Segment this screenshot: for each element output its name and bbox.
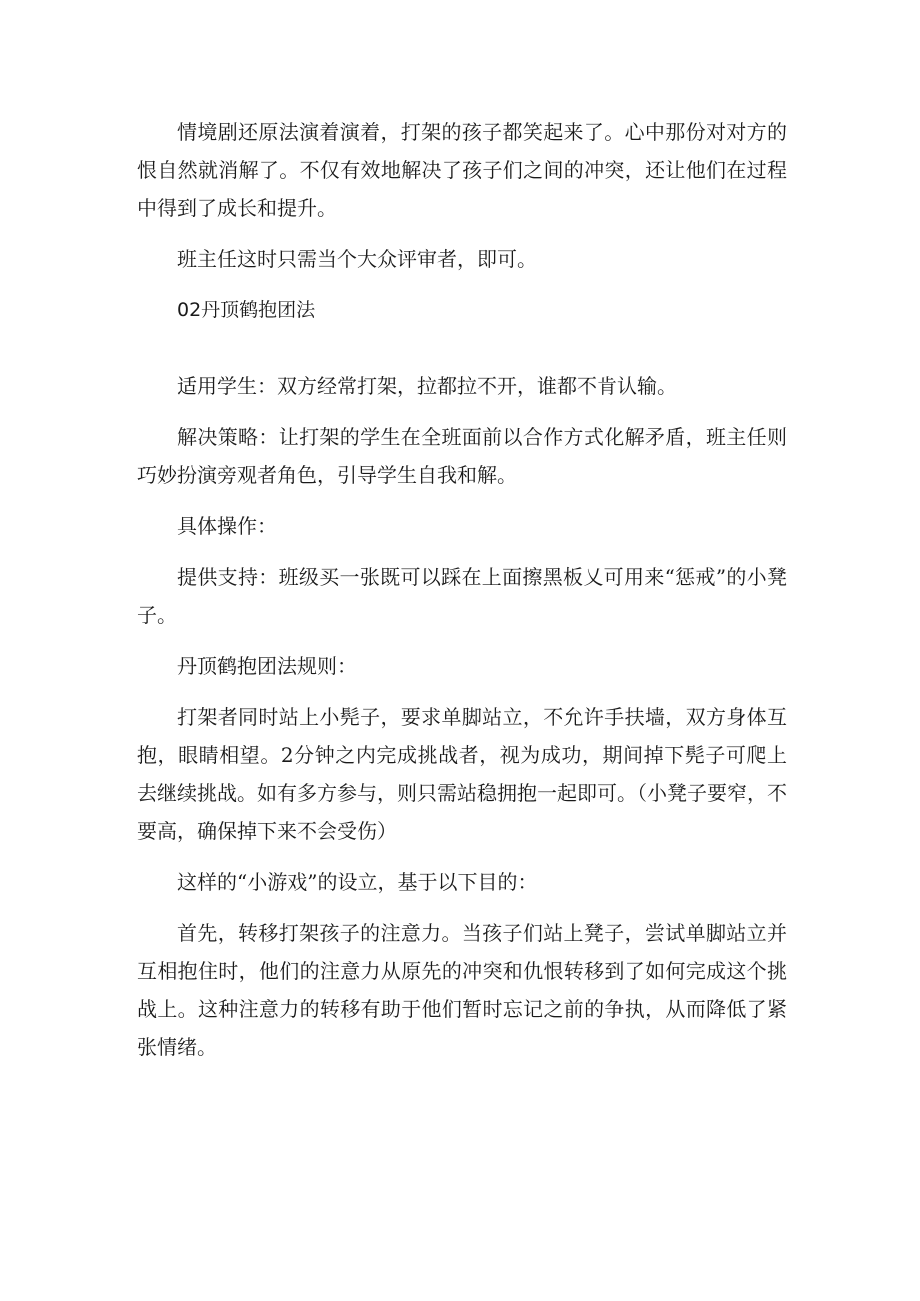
paragraph-purpose-intro: 这样的“小游戏”的设立，基于以下目的： bbox=[177, 870, 538, 894]
paragraph-operation-label: 具体操作： bbox=[177, 514, 277, 538]
paragraph-support: 提供支持：班级买一张既可以踩在上面擦黑板乂可用来“惩戒”的小凳子。 bbox=[137, 565, 787, 627]
paragraph-roleplay-result: 情境剧还原法演着演着，打架的孩子都笑起来了。心中那份对对方的恨自然就消解了。不仅有效地解决了孩子们之间的冲突，还让他们在过程中得到了成长和提升。 bbox=[137, 120, 787, 220]
document-body bbox=[137, 113, 787, 1079]
paragraph-teacher-role: 班主任这时只需当个大众评审者，即可。 bbox=[177, 247, 537, 271]
paragraph-strategy: 解决策略：让打架的学生在全班面前以合作方式化解矛盾，班主任则巧妙扮演旁观者角色，引导学生自我和解。 bbox=[137, 425, 787, 487]
paragraph-first-purpose: 首先，转移打架孩子的注意力。当孩子们站上凳子，尝试单脚站立并互相抱住时，他们的注意力从原先的冲突和仇恨转移到了如何完成这个挑战上。这种注意力的转移有助于他们暂时忘记之前的争执，从而降低了紧张情绪。 bbox=[137, 921, 787, 1059]
paragraph-rules-label: 丹顶鹤抱团法规则： bbox=[177, 654, 357, 678]
section-heading: 02丹顶鹤抱团法 bbox=[177, 299, 316, 321]
paragraph-rules: 打架者同时站上小髡子，要求单脚站立，不允许手扶墙，双方身体互抱，眼睛相望。2分钟之内完成挑战者，视为成功，期间掉下髡子可爬上去继续挑战。如有多方参与，则只需站稳拥抱一起即可。（小凳子要窄，不要高，确保掉下来不会受伤） bbox=[137, 705, 787, 843]
paragraph-applicable-students: 适用学生：双方经常打架，拉都拉不开，谁都不肯认输。 bbox=[177, 374, 677, 398]
